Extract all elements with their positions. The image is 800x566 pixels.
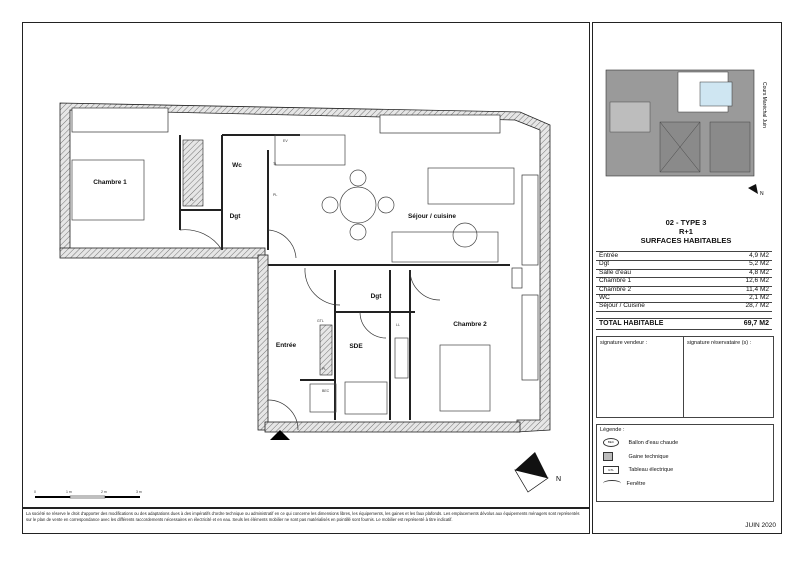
gtl-icon: GTL xyxy=(603,466,619,474)
room-label-chambre2: Chambre 2 xyxy=(453,321,487,328)
scale-mark-2: 2 m xyxy=(101,490,107,494)
furniture xyxy=(72,135,514,414)
legend-title: Légende : xyxy=(600,427,625,433)
street-name: Cours Maréchal Juin xyxy=(761,82,767,128)
location-plan xyxy=(600,62,772,200)
scale-mark-1: 1 m xyxy=(66,490,72,494)
fixture-ll: LL xyxy=(396,323,400,327)
total-value: 69,7 M2 xyxy=(743,320,769,327)
fixture-tl: TL xyxy=(273,162,278,166)
fixture-bec: BEC xyxy=(322,389,330,393)
surface-row: WC 2,1 M2 xyxy=(596,294,772,303)
legend-box xyxy=(596,424,774,502)
surfaces-table xyxy=(596,251,772,312)
signature-seller-label: signature vendeur : xyxy=(600,340,648,346)
fixture-gtl: GTL xyxy=(317,319,324,323)
surface-row: Chambre 2 11,4 M2 xyxy=(596,286,772,295)
scale-bar xyxy=(34,490,142,498)
plan-subtitle: SURFACES HABITABLES xyxy=(640,236,732,245)
scale-mark-3: 3 m xyxy=(136,490,142,494)
surface-row: Chambre 1 12,6 M2 xyxy=(596,277,772,286)
legend-item-gtl: GTL Tableau électrique xyxy=(603,466,673,474)
document-date: JUIN 2020 xyxy=(745,522,776,529)
location-plan-drawing xyxy=(600,62,772,200)
signature-box xyxy=(596,336,774,418)
bec-icon: BEC xyxy=(603,438,619,447)
fixture-pl-2: PL xyxy=(273,193,278,197)
signature-buyer-label: signature réservataire (s) : xyxy=(687,340,752,346)
interior-walls xyxy=(180,135,510,420)
scale-mark-0: 0 xyxy=(34,490,36,494)
windows xyxy=(72,108,538,380)
compass-north: N xyxy=(556,476,562,483)
legend-item-bec: BEC Ballon d'eau chaude xyxy=(603,438,678,447)
plan-type: 02 - TYPE 3 xyxy=(665,218,707,227)
room-label-dgt-top: Dgt xyxy=(229,213,241,220)
plan-level: R+1 xyxy=(679,227,693,236)
compass-rose xyxy=(515,452,561,492)
room-label-entree: Entrée xyxy=(275,342,297,349)
surface-row: Séjour / Cuisine 28,7 M2 xyxy=(596,302,772,311)
room-label-sejour: Séjour / cuisine xyxy=(407,213,457,220)
exterior-walls xyxy=(60,103,550,432)
fixture-pl-3: PL xyxy=(322,367,327,371)
room-label-sde: SDE xyxy=(349,343,363,350)
total-row xyxy=(596,318,772,330)
surface-row: Dgt 5,2 M2 xyxy=(596,260,772,269)
window-icon xyxy=(603,480,621,487)
surface-row: Salle d'eau 4,8 M2 xyxy=(596,269,772,278)
plan-header xyxy=(596,218,776,245)
surface-row: Entrée 4,9 M2 xyxy=(596,252,772,261)
disclaimer-text: La société se réserve le droit d'apporter des modifications ou des adaptations dues à des impératifs d'ordre technique ou administratif en ce qui concerne les dimensions libres, les équipements, les gaines et les faux plafonds. Les emplacements dévolus aux équipements ménagers sont représentés sur le plan de vente en correspondance avec les différents raccordements nécessaires en électricité et en eau. Seuls les éléments mobilier ne sont pas matérialisés en pointillé sont fournis. Le mobilier est représenté à titre indicatif. xyxy=(26,511,580,522)
fixture-ev: EV xyxy=(283,139,288,143)
room-label-chambre1: Chambre 1 xyxy=(93,179,127,186)
fixture-pl-1: PL xyxy=(190,198,195,202)
total-label: TOTAL HABITABLE xyxy=(599,320,664,327)
gaine-icon xyxy=(603,452,613,461)
legend-item-window: Fenêtre xyxy=(603,480,646,487)
room-label-dgt-mid: Dgt xyxy=(370,293,382,300)
room-label-wc: Wc xyxy=(232,162,242,169)
location-plan-north: N xyxy=(760,191,764,197)
legend-item-gaine: Gaine technique xyxy=(603,452,669,461)
